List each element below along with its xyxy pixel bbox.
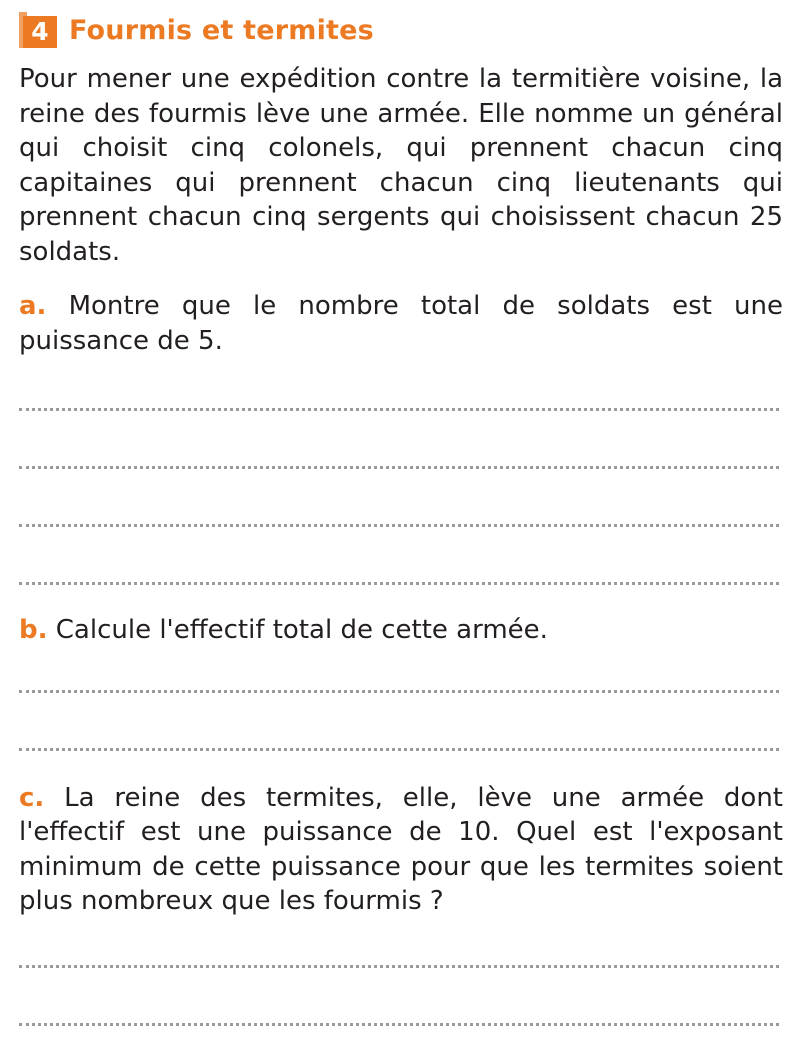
question-c-letter: c. xyxy=(19,782,45,813)
exercise-title: Fourmis et termites xyxy=(69,14,374,46)
exercise-number: 4 xyxy=(23,16,57,48)
question-a-letter: a. xyxy=(19,291,47,321)
question-c xyxy=(19,781,783,919)
answer-line-a-3[interactable] xyxy=(19,524,779,527)
exercise-card xyxy=(19,10,783,1026)
exercise-statement: Pour mener une expédition contre la termitière voisine, la reine des fourmis lève une armée. Elle nomme un général qui choisit cinq colonels, qui prennent chacun cinq capitaines qui prennent chacun cinq lieutenants qui prennent chacun cinq sergents qui choisissent chacun 25 soldats. xyxy=(19,64,783,267)
exercise-number-badge xyxy=(19,12,59,48)
answer-line-a-4[interactable] xyxy=(19,582,779,585)
question-a xyxy=(19,289,783,358)
answer-line-c-2[interactable] xyxy=(19,1023,779,1026)
question-b xyxy=(19,613,783,648)
answer-line-b-2[interactable] xyxy=(19,748,779,751)
answer-line-a-2[interactable] xyxy=(19,466,779,469)
question-a-text: Montre que le nombre total de soldats est une puissance de 5. xyxy=(19,291,784,356)
answer-line-c-1[interactable] xyxy=(19,965,779,968)
question-c-text: La reine des termites, elle, lève une armée dont l'effectif est une puissance de 10. Quel est l'exposant minimum de cette puissance pour que les termites soient plus nombreux que les fourmis ? xyxy=(19,782,784,916)
answer-line-b-1[interactable] xyxy=(19,690,779,693)
exercise-header xyxy=(19,10,783,50)
question-b-letter: b. xyxy=(19,615,48,645)
question-b-text: Calcule l'effectif total de cette armée. xyxy=(55,615,548,645)
answer-line-a-1[interactable] xyxy=(19,408,779,411)
